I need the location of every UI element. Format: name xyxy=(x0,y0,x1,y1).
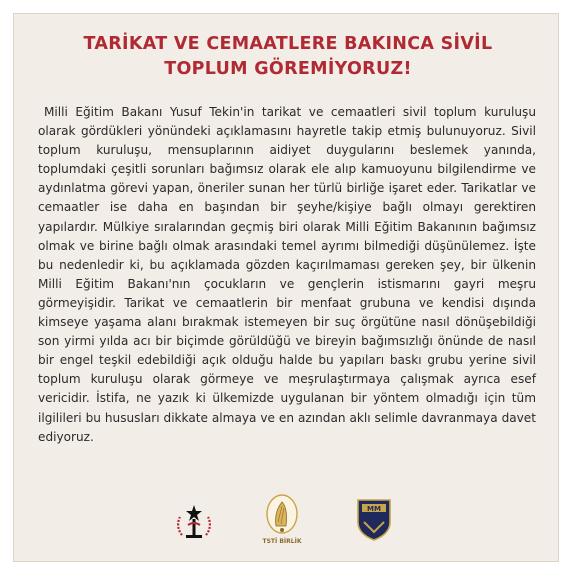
harp-emblem-icon xyxy=(262,494,302,550)
star-torch-emblem-icon xyxy=(170,497,218,545)
shield-text: MM xyxy=(367,505,381,513)
logo-row xyxy=(0,492,576,552)
statement-body: Milli Eğitim Bakanı Yusuf Tekin'in tarikat ve cemaatleri sivil toplum kuruluşu olarak gördükleri yönündeki açıklamasını hayretle takip etmiş bulunuyoruz. Sivil toplum kuruluşu, mensuplarının aidiyet duygularını beslemek yanında, toplumdaki çeşitli sorunları bağımsız olarak ele alıp kamuoyunu bilgilendirme ve aydınlatma görevi yapan, öneriler sunan her türlü birliğe işaret eder. Tarikatlar ve cemaatler ise daha en başından bir şeyhe/kişiye bağlı olmayı gerektiren yapılardır. Mülkiye sıralarından geçmiş biri olarak Milli Eğitim Bakanının bağımsız olmak ve birine bağlı olmak arasındaki temel ayrımı bilmediği düşünülemez. İşte bu nedenledir ki, bu açıklamada gözden kaçırılmaması gereken şey, bir ülkenin Milli Eğitim Bakanı'nın çocukların ve gençlerin istismarını gayri meşru görmeyişidir. Tarikat ve cemaatlerin bir menfaat grubuna ve kendisi dışında kimseye yaşama alanı bırakmak istemeyen bir suç örgütüne nasıl dönüşebildiği son yirmi yılda acı bir biçimde görüldüğü ve bireyin bağımsızlığı önünde de nasıl bir engel teşkil edebildiği açık olduğu halde bu yapıları baskı grubu yerine sivil toplum kuruluşu olarak görmeye ve meşrulaştırmaya çalışmak ayrıca esef vericidir. İstifa, ne yazık ki ülkemizde uygulanan bir yöntem olmadığı için tüm ilgilileri bu hususları dikkate almaya ve en azından aklı selimle davranmaya davet ediyoruz. xyxy=(38,105,536,444)
title-line-2: TOPLUM GÖREMİYORUZ! xyxy=(164,59,412,79)
title-line-1: TARİKAT VE CEMAATLERE BAKINCA SİVİL xyxy=(83,34,493,54)
page-title xyxy=(20,32,556,82)
middle-logo-caption: TSTİ BİRLİK xyxy=(262,538,302,545)
mm-shield-icon xyxy=(356,498,392,542)
